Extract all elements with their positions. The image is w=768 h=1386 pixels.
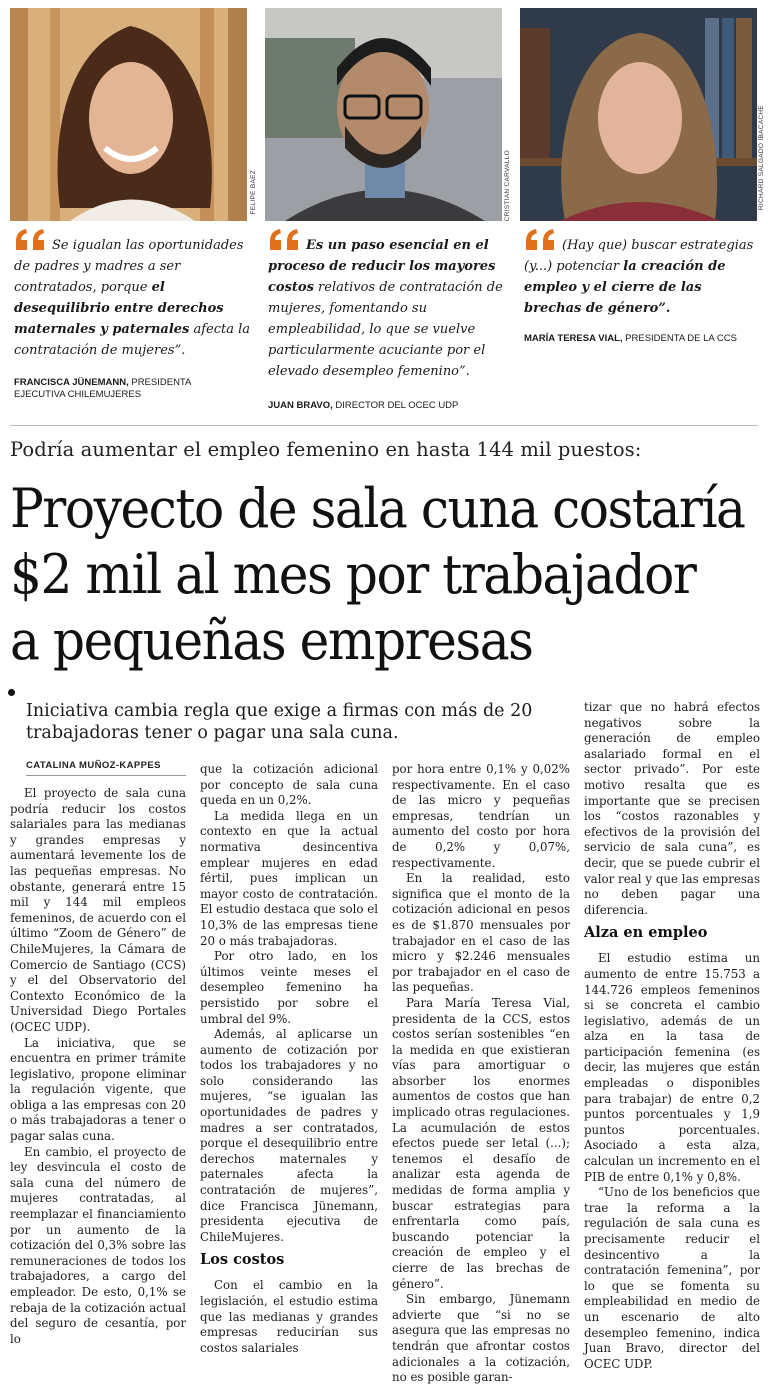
headline	[10, 476, 745, 674]
paragraph: En la realidad, esto significa que el monto de la cotización adicional en pesos es de $1.870 mensuales por trabajador en el caso de las micro y $2.246 mensuales por trabajador en el caso de las pequeñas.	[392, 871, 570, 995]
kicker: Podría aumentar el empleo femenino en hasta 144 mil puestos:	[10, 438, 642, 461]
paragraph: tizar que no habrá efectos negativos sobre la generación de empleo asalariado formal en el sector privado”. Por este motivo resalta que es importante que se precisen los “costos razonables y efectivos de la provisión del servicio de sala cuna”, es decir, que se puede cubrir el valor real y que las empresas no deben pagar una diferencia.	[584, 700, 760, 917]
paragraph: Por otro lado, en los últimos veinte meses el desempleo femenino ha persistido por sobre el umbral del 9%.	[200, 949, 378, 1026]
pull-quote-1-part-0: Se igualan las oportunidades de padres y madres a ser contratados, porque	[14, 238, 244, 295]
photo-credit-3: RICHARD SALGADO IBACACHE	[758, 105, 765, 211]
article-column-4	[584, 700, 760, 1372]
pull-quote-1	[14, 228, 254, 361]
attribution-role: PRESIDENTA EJECUTIVA CHILEMUJERES	[14, 377, 191, 400]
pull-quote-1-part-1: el desequilibrio entre derechos maternales y paternales	[14, 280, 224, 337]
section-divider	[10, 425, 758, 426]
pull-quote-2	[268, 228, 504, 382]
quote-mark-icon	[524, 228, 558, 252]
paragraph: La medida llega en un contexto en que la actual normativa desincentiva emplear mujeres en edad fértil, pues implican un mayor costo de contratación. El estudio destaca que solo el 10,3% de las empresas tiene 20 o más trabajadoras.	[200, 808, 378, 948]
photo-maria-teresa-vial	[520, 8, 757, 221]
attribution-role: PRESIDENTA DE LA CCS	[622, 333, 737, 344]
paragraph: Además, al aplicarse un aumento de cotización por todos los trabajadores y no solo considerando las mujeres, “se igualan las oportunidades de padres y madres a ser contratados, porque el desequilibrio entre derechos maternales y paternales afecta la contratación de mujeres”, dice Francisca Jünemann, presidenta ejecutiva de ChileMujeres.	[200, 1027, 378, 1244]
headline-line-2: $2 mil al mes por trabajador	[10, 543, 696, 606]
paragraph: que la cotización adicional por concepto de sala cuna queda en un 0,2%.	[200, 762, 378, 808]
quote-mark-icon	[14, 228, 48, 252]
attribution-name: MARÍA TERESA VIAL,	[524, 333, 623, 344]
paragraph: En cambio, el proyecto de ley desvincula el costo de sala cuna del número de mujeres contratadas, al reemplazar el financiamiento por un aumento de la cotización del 0,3% sobre las remuneraciones de todos los trabajadores, a cargo del empleador. De esto, 0,1% se rebaja de la cotización actual del seguro de cesantía, por lo	[10, 1144, 186, 1346]
photo-juan-bravo	[265, 8, 502, 221]
deck: Iniciativa cambia regla que exige a firmas con más de 20 trabajadoras tener o pagar una sala cuna.	[26, 701, 533, 743]
pull-quote-3-part-1: la creación de empleo y el cierre de las brechas de género”.	[524, 259, 726, 316]
paragraph: Sin embargo, Jünemann advierte que “si no se asegura que las empresas no tendrán que afrontar costos adicionales a la cotización, no es posible garan-	[392, 1292, 570, 1385]
headline-line-1: Proyecto de sala cuna costaría	[10, 477, 745, 540]
article-column-2	[200, 762, 378, 1356]
pull-quote-3-part-0: (Hay que) buscar estrategias (y...) potenciar	[524, 238, 754, 274]
deck-bullet-icon	[8, 689, 15, 696]
pull-quote-3	[524, 228, 760, 319]
paragraph: La iniciativa, que se encuentra en primer trámite legislativo, propone eliminar la regulación vigente, que obliga a las empresas con 20 o más trabajadoras a tener o pagar salas cuna.	[10, 1035, 186, 1144]
photo-francisca-junemann	[10, 8, 247, 221]
attribution-name: FRANCISCA JÜNEMANN,	[14, 377, 129, 388]
pull-quote-2-part-0: Es un paso esencial en el proceso de reducir los mayores costos	[268, 238, 496, 295]
article-column-3	[392, 762, 570, 1386]
headline-line-3: a pequeñas empresas	[10, 609, 533, 672]
quote-mark-icon	[268, 228, 302, 252]
subheading: Alza en empleo	[584, 924, 708, 942]
photo-credit-2: CRISTIAN CARVALLO	[504, 150, 511, 222]
subheading: Los costos	[200, 1251, 285, 1269]
attribution-name: JUAN BRAVO,	[268, 400, 333, 411]
byline-underline	[26, 775, 186, 776]
paragraph: por hora entre 0,1% y 0,02% respectivamente. En el caso de las micro y pequeñas empresas, tendrían un aumento del costo por hora de 0,2% y 0,07%, respectivamente.	[392, 762, 570, 870]
attribution-role: DIRECTOR DEL OCEC UDP	[332, 400, 459, 411]
article-column-1	[10, 786, 186, 1347]
paragraph: El estudio estima un aumento de entre 15.753 a 144.726 empleos femeninos si se concreta el cambio legislativo, además de un alza en la tasa de participación femenina (es decir, las mujeres que están empleadas o disponibles para trabajar) de entre 0,2 puntos porcentuales y 1,9 puntos porcentuales. Asociado a esta alza, calculan un incremento en el PIB de entre 0,1% y 0,8%.	[584, 951, 760, 1184]
paragraph: El proyecto de sala cuna podría reducir los costos salariales para las medianas y grandes empresas y aumentará levemente los de las pequeñas empresas. No obstante, generará entre 15 mil y 144 mil empleos femeninos, de acuerdo con el último “Zoom de Género” de ChileMujeres, la Cámara de Comercio de Santiago (CCS) y el del Observatorio del Contexto Económico de la Universidad Diego Portales (OCEC UDP).	[10, 786, 186, 1034]
paragraph: Para María Teresa Vial, presidenta de la CCS, estos costos serían sostenibles “en la medida en que existieran vías para amortiguar o absorber los enormes aumentos de costos que han implicado otras regulaciones. La acumulación de estos efectos puede ser letal (...); tenemos el desafío de analizar esta agenda de medidas de forma amplia y buscar estrategias para enfrentarla como país, buscando potenciar la creación de empleo y el cierre de las brechas de género”.	[392, 995, 570, 1291]
photo-credit-1: FELIPE BAEZ	[250, 170, 257, 215]
pull-quote-3-attribution	[524, 333, 760, 345]
paragraph: “Uno de los beneficios que trae la reforma a la regulación de sala cuna es precisamente reducir el desincentivo a la contratación femenina”, por lo que se fomenta su empleabilidad en medio de un escenario de alto desempleo femenino, indica Juan Bravo, director del OCEC UDP.	[584, 1185, 760, 1371]
pull-quote-1-attribution	[14, 377, 244, 400]
byline: CATALINA MUÑOZ-KAPPES	[26, 760, 161, 771]
paragraph: Con el cambio en la legislación, el estudio estima que las medianas y grandes empresas reducirían sus costos salariales	[200, 1278, 378, 1355]
pull-quote-2-attribution	[268, 400, 504, 412]
pull-quote-1-part-2: afecta la contratación de mujeres”.	[14, 322, 251, 358]
pull-quote-2-part-1: relativos de contratación de mujeres, fomentando su empleabilidad, lo que se vuelve particularmente acuciante por el elevado desempleo femenino”.	[268, 280, 503, 379]
